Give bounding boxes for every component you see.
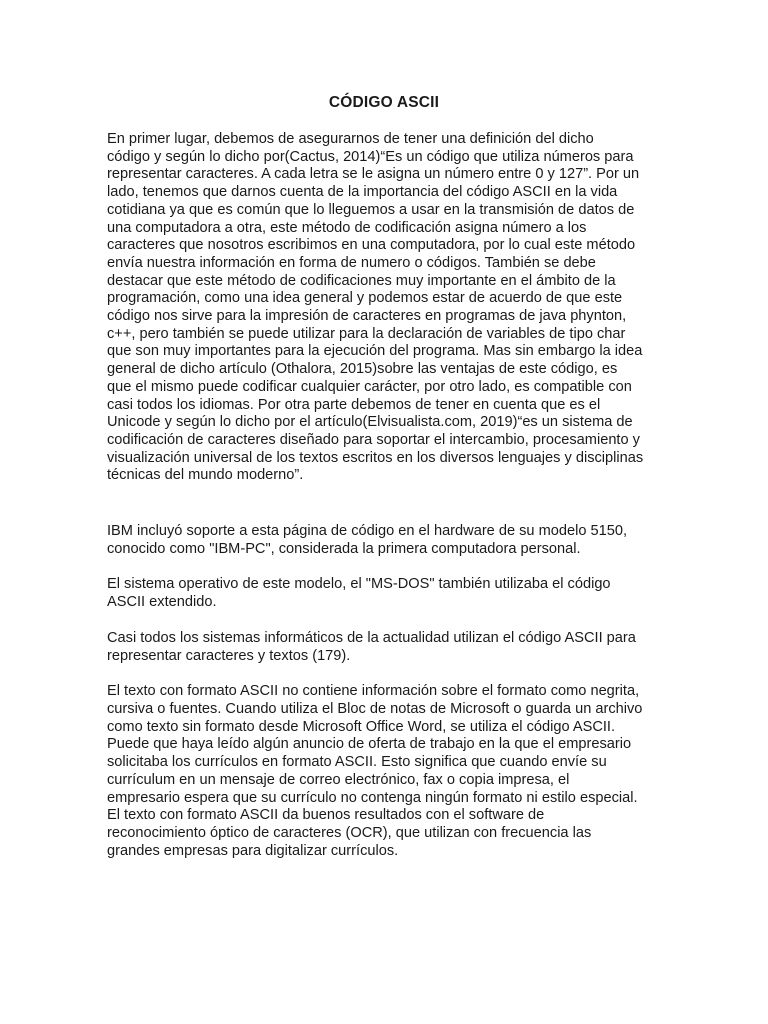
paragraph-4: Casi todos los sistemas informáticos de la actualidad utilizan el código ASCII para representar caracteres y textos (179). — [107, 629, 636, 664]
document-body — [107, 131, 667, 860]
paragraph-5: El texto con formato ASCII no contiene información sobre el formato como negrita, cursiva o fuentes. Cuando utiliza el Bloc de notas de Microsoft o guarda un archivo como texto sin formato desde Microsoft Office Word, se utiliza el código ASCII. Puede que haya leído algún anuncio de oferta de trabajo en la que el empresario solicitaba los currículos en formato ASCII. Esto significa que cuando envíe su currículum en un mensaje de correo electrónico, fax o copia impresa, el empresario espera que su currículo no contenga ningún formato ni estilo especial. El texto con formato ASCII da buenos resultados con el software de reconocimiento óptico de caracteres (OCR), que utilizan con frecuencia las grandes empresas para digitalizar currículos. — [107, 683, 643, 859]
document-title: CÓDIGO ASCII — [328, 94, 440, 111]
paragraph-2: IBM incluyó soporte a esta página de código en el hardware de su modelo 5150, conocido como "IBM-PC", considerada la primera computadora personal. — [107, 523, 628, 557]
paragraph-3: El sistema operativo de este modelo, el "MS-DOS" también utilizaba el código ASCII extendido. — [107, 576, 611, 611]
paragraph-1: En primer lugar, debemos de asegurarnos de tener una definición del dicho código y según lo dicho por(Cactus, 2014)“Es un código que utiliza números para representar caracteres. A cada letra se le asigna un número entre 0 y 127”. Por un lado, tenemos que darnos cuenta de la importancia del código ASCII en la vida cotidiana ya que es común que lo lleguemos a usar en la transmisión de datos de una computadora a otra, este método de codificación asigna número a los caracteres que nosotros escribimos en una computadora, por lo cual este método envía nuestra información en forma de numero o códigos. También se debe destacar que este método de codificaciones muy importante en el ámbito de la programación, como una idea general y podemos estar de acuerdo de que este código nos sirve para la impresión de caracteres en programas de java phynton, c++, pero también se puede utilizar para la declaración de variables de tipo char que son muy importantes para la ejecución del programa. Mas sin embargo la idea general de dicho artículo (Othalora, 2015)sobre las ventajas de este código, es que el mismo puede codificar cualquier carácter, por otro lado, es compatible con casi todos los idiomas. Por otra parte debemos de tener en cuenta que es el Unicode y según lo dicho por el artículo(Elvisualista.com, 2019)“es un sistema de codificación de caracteres diseñado para soportar el intercambio, procesamiento y visualización universal de los textos escritos en los diversos lenguajes y disciplinas técnicas del mundo moderno”. — [107, 131, 644, 484]
